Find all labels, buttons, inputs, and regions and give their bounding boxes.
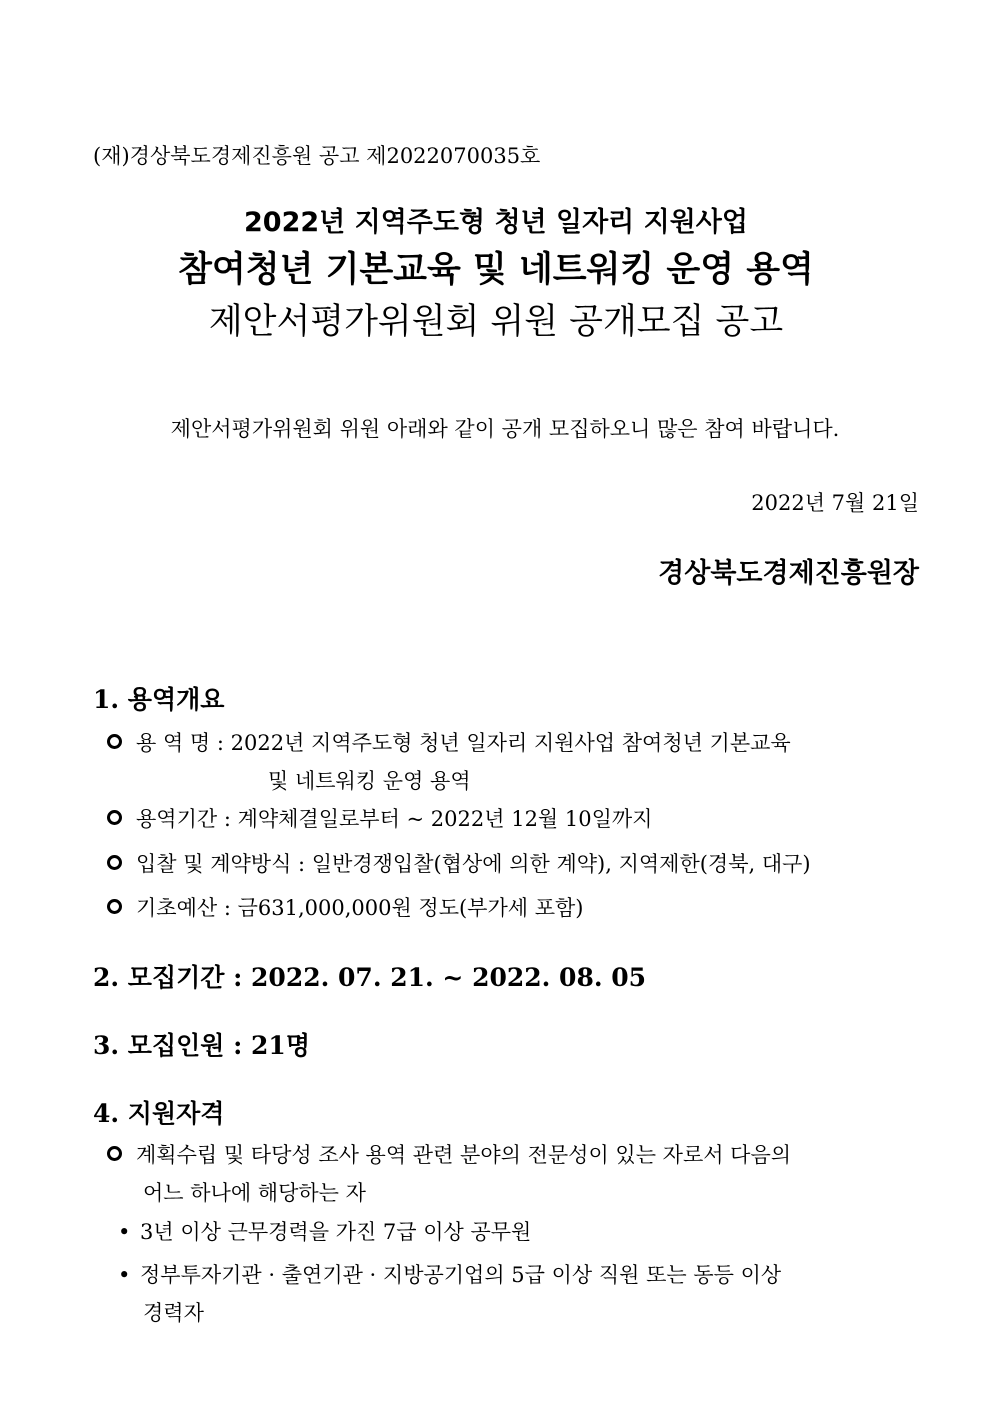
section4-item-qualification	[107, 1139, 791, 1169]
circle-bullet-icon	[107, 855, 122, 870]
issuer-name: 경상북도경제진흥원장	[658, 558, 919, 589]
section1-item-period	[107, 803, 652, 833]
item-label: 계획수립 및 타당성 조사 용역 관련 분야의 전문성이 있는 자로서 다음의	[136, 1143, 792, 1167]
subitem-label: 3년 이상 근무경력을 가진 7급 이상 공무원	[140, 1220, 532, 1244]
section4-subitem-institution-staff	[118, 1259, 781, 1289]
bullet-dot-icon: •	[118, 1220, 131, 1244]
circle-bullet-icon	[107, 1146, 122, 1161]
circle-bullet-icon	[107, 899, 122, 914]
section4-item-qualification-cont: 어느 하나에 해당하는 자	[143, 1181, 366, 1205]
item-label: 용역기간 : 계약체결일로부터 ~ 2022년 12월 10일까지	[136, 807, 653, 831]
section1-item-service-name	[107, 727, 791, 757]
item-label: 입찰 및 계약방식 : 일반경쟁입찰(협상에 의한 계약), 지역제한(경북, 대구)	[136, 852, 811, 876]
circle-bullet-icon	[107, 810, 122, 825]
section1-item-service-name-cont: 및 네트워킹 운영 용역	[268, 769, 471, 793]
section4-subitem-public-official	[118, 1216, 531, 1246]
subitem-label: 정부투자기관 · 출연기관 · 지방공기업의 5급 이상 직원 또는 동등 이상	[140, 1263, 782, 1287]
notice-number: (재)경상북도경제진흥원 공고 제2022070035호	[93, 144, 541, 168]
section4-subitem-institution-staff-cont: 경력자	[143, 1301, 204, 1325]
bullet-dot-icon: •	[118, 1263, 131, 1287]
section1-item-budget	[107, 892, 583, 922]
title-line2: 참여청년 기본교육 및 네트워킹 운영 용역	[178, 250, 814, 290]
section1-heading: 1. 용역개요	[93, 685, 225, 714]
item-label: 용 역 명 : 2022년 지역주도형 청년 일자리 지원사업 참여청년 기본교육	[136, 731, 791, 755]
title-line3: 제안서평가위원회 위원 공개모집 공고	[208, 302, 784, 342]
circle-bullet-icon	[107, 734, 122, 749]
notice-date: 2022년 7월 21일	[751, 491, 919, 515]
section1-item-bidding	[107, 848, 811, 878]
item-label: 기초예산 : 금631,000,000원 정도(부가세 포함)	[136, 896, 584, 920]
section2-heading: 2. 모집기간 : 2022. 07. 21. ~ 2022. 08. 05	[93, 963, 647, 992]
section4-heading: 4. 지원자격	[93, 1099, 225, 1128]
section3-heading: 3. 모집인원 : 21명	[93, 1031, 310, 1060]
title-line1: 2022년 지역주도형 청년 일자리 지원사업	[244, 207, 748, 238]
intro-text: 제안서평가위원회 위원 아래와 같이 공개 모집하오니 많은 참여 바랍니다.	[170, 417, 840, 441]
